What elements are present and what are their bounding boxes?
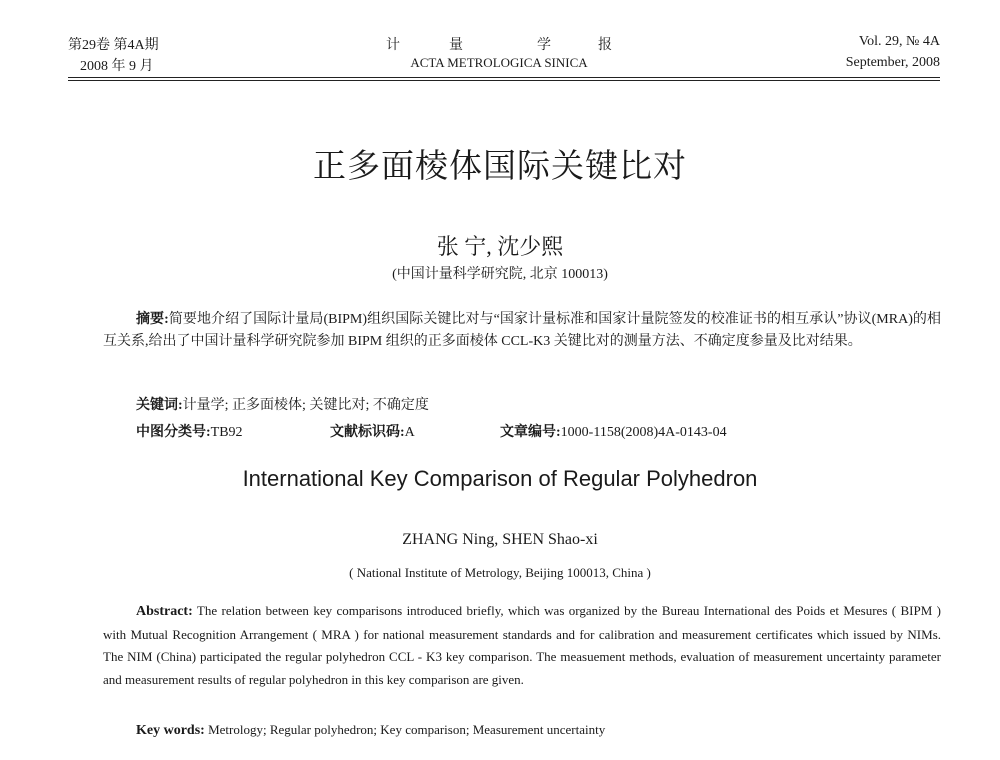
affiliation-cn: (中国计量科学研究院, 北京 100013) <box>392 267 608 282</box>
abstract-cn <box>103 309 941 353</box>
document-code <box>330 421 415 441</box>
abstract-en-text: The relation between key comparisons introduced briefly, which was organized by the Bureau International des Poids et Mesures ( BIPM ) with Mutual Recognition Arrangement ( MRA ) for national measurement standards and for calibration and measurement certificates which issued by NIMs. The NIM (China) participated the regular polyhedron CCL - K3 key comparison. The measuement methods, evaluation of measurement uncertainty parameter and measurement results of regular polyhedron in this key comparison are given. <box>103 603 941 687</box>
article-number <box>500 421 727 441</box>
header-rule-bottom <box>68 80 940 81</box>
affiliation-en: ( National Institute of Metrology, Beijing 100013, China ) <box>349 565 651 580</box>
article-number-value: 1000-1158(2008)4A-0143-04 <box>560 425 727 440</box>
paper-title-cn: 正多面棱体国际关键比对 <box>313 149 687 185</box>
clc-value: TB92 <box>210 425 243 440</box>
header-journal-char-4: 报 <box>598 38 612 53</box>
clc-number <box>136 421 243 441</box>
keywords-en-text: Metrology; Regular polyhedron; Key comparison; Measurement uncertainty <box>208 722 606 737</box>
article-number-label: 文章编号: <box>500 425 561 440</box>
header-volume-en: Vol. 29, № 4A <box>858 34 940 49</box>
paper-title-en: International Key Comparison of Regular Polyhedron <box>242 466 758 491</box>
authors-cn: 张 宁, 沈少熙 <box>436 234 564 259</box>
keywords-cn <box>136 394 429 414</box>
keywords-cn-text: 计量学; 正多面棱体; 关键比对; 不确定度 <box>182 398 429 413</box>
clc-label: 中图分类号: <box>136 425 211 440</box>
header-date-cn: 2008 年 9 月 <box>80 59 154 74</box>
header-date-en: September, 2008 <box>845 55 940 70</box>
abstract-cn-label: 摘要: <box>136 312 169 327</box>
header-journal-char-1: 计 <box>386 38 400 53</box>
keywords-en-label: Key words: <box>136 723 205 738</box>
header-journal-char-2: 量 <box>449 38 463 53</box>
abstract-en <box>103 600 941 691</box>
document-code-value: A <box>404 425 415 440</box>
header-journal-en: ACTA METROLOGICA SINICA <box>410 55 588 70</box>
keywords-en <box>136 722 605 739</box>
header-journal-char-3: 学 <box>537 38 551 53</box>
header-volume-cn: 第29卷 第4A期 <box>68 38 159 53</box>
keywords-cn-label: 关键词: <box>136 398 183 413</box>
document-code-label: 文献标识码: <box>330 425 405 440</box>
abstract-en-label: Abstract: <box>136 604 193 619</box>
authors-en: ZHANG Ning, SHEN Shao-xi <box>402 531 598 548</box>
abstract-cn-text: 简要地介绍了国际计量局(BIPM)组织国际关键比对与“国家计量标准和国家计量院签发的校准证书的相互承认”协议(MRA)的相互关系,给出了中国计量科学研究院参加 BIPM 组织的正多面棱体 CCL-K3 关键比对的测量方法、不确定度参量及比对结果。 <box>103 312 941 349</box>
header-rule-top <box>68 77 940 78</box>
